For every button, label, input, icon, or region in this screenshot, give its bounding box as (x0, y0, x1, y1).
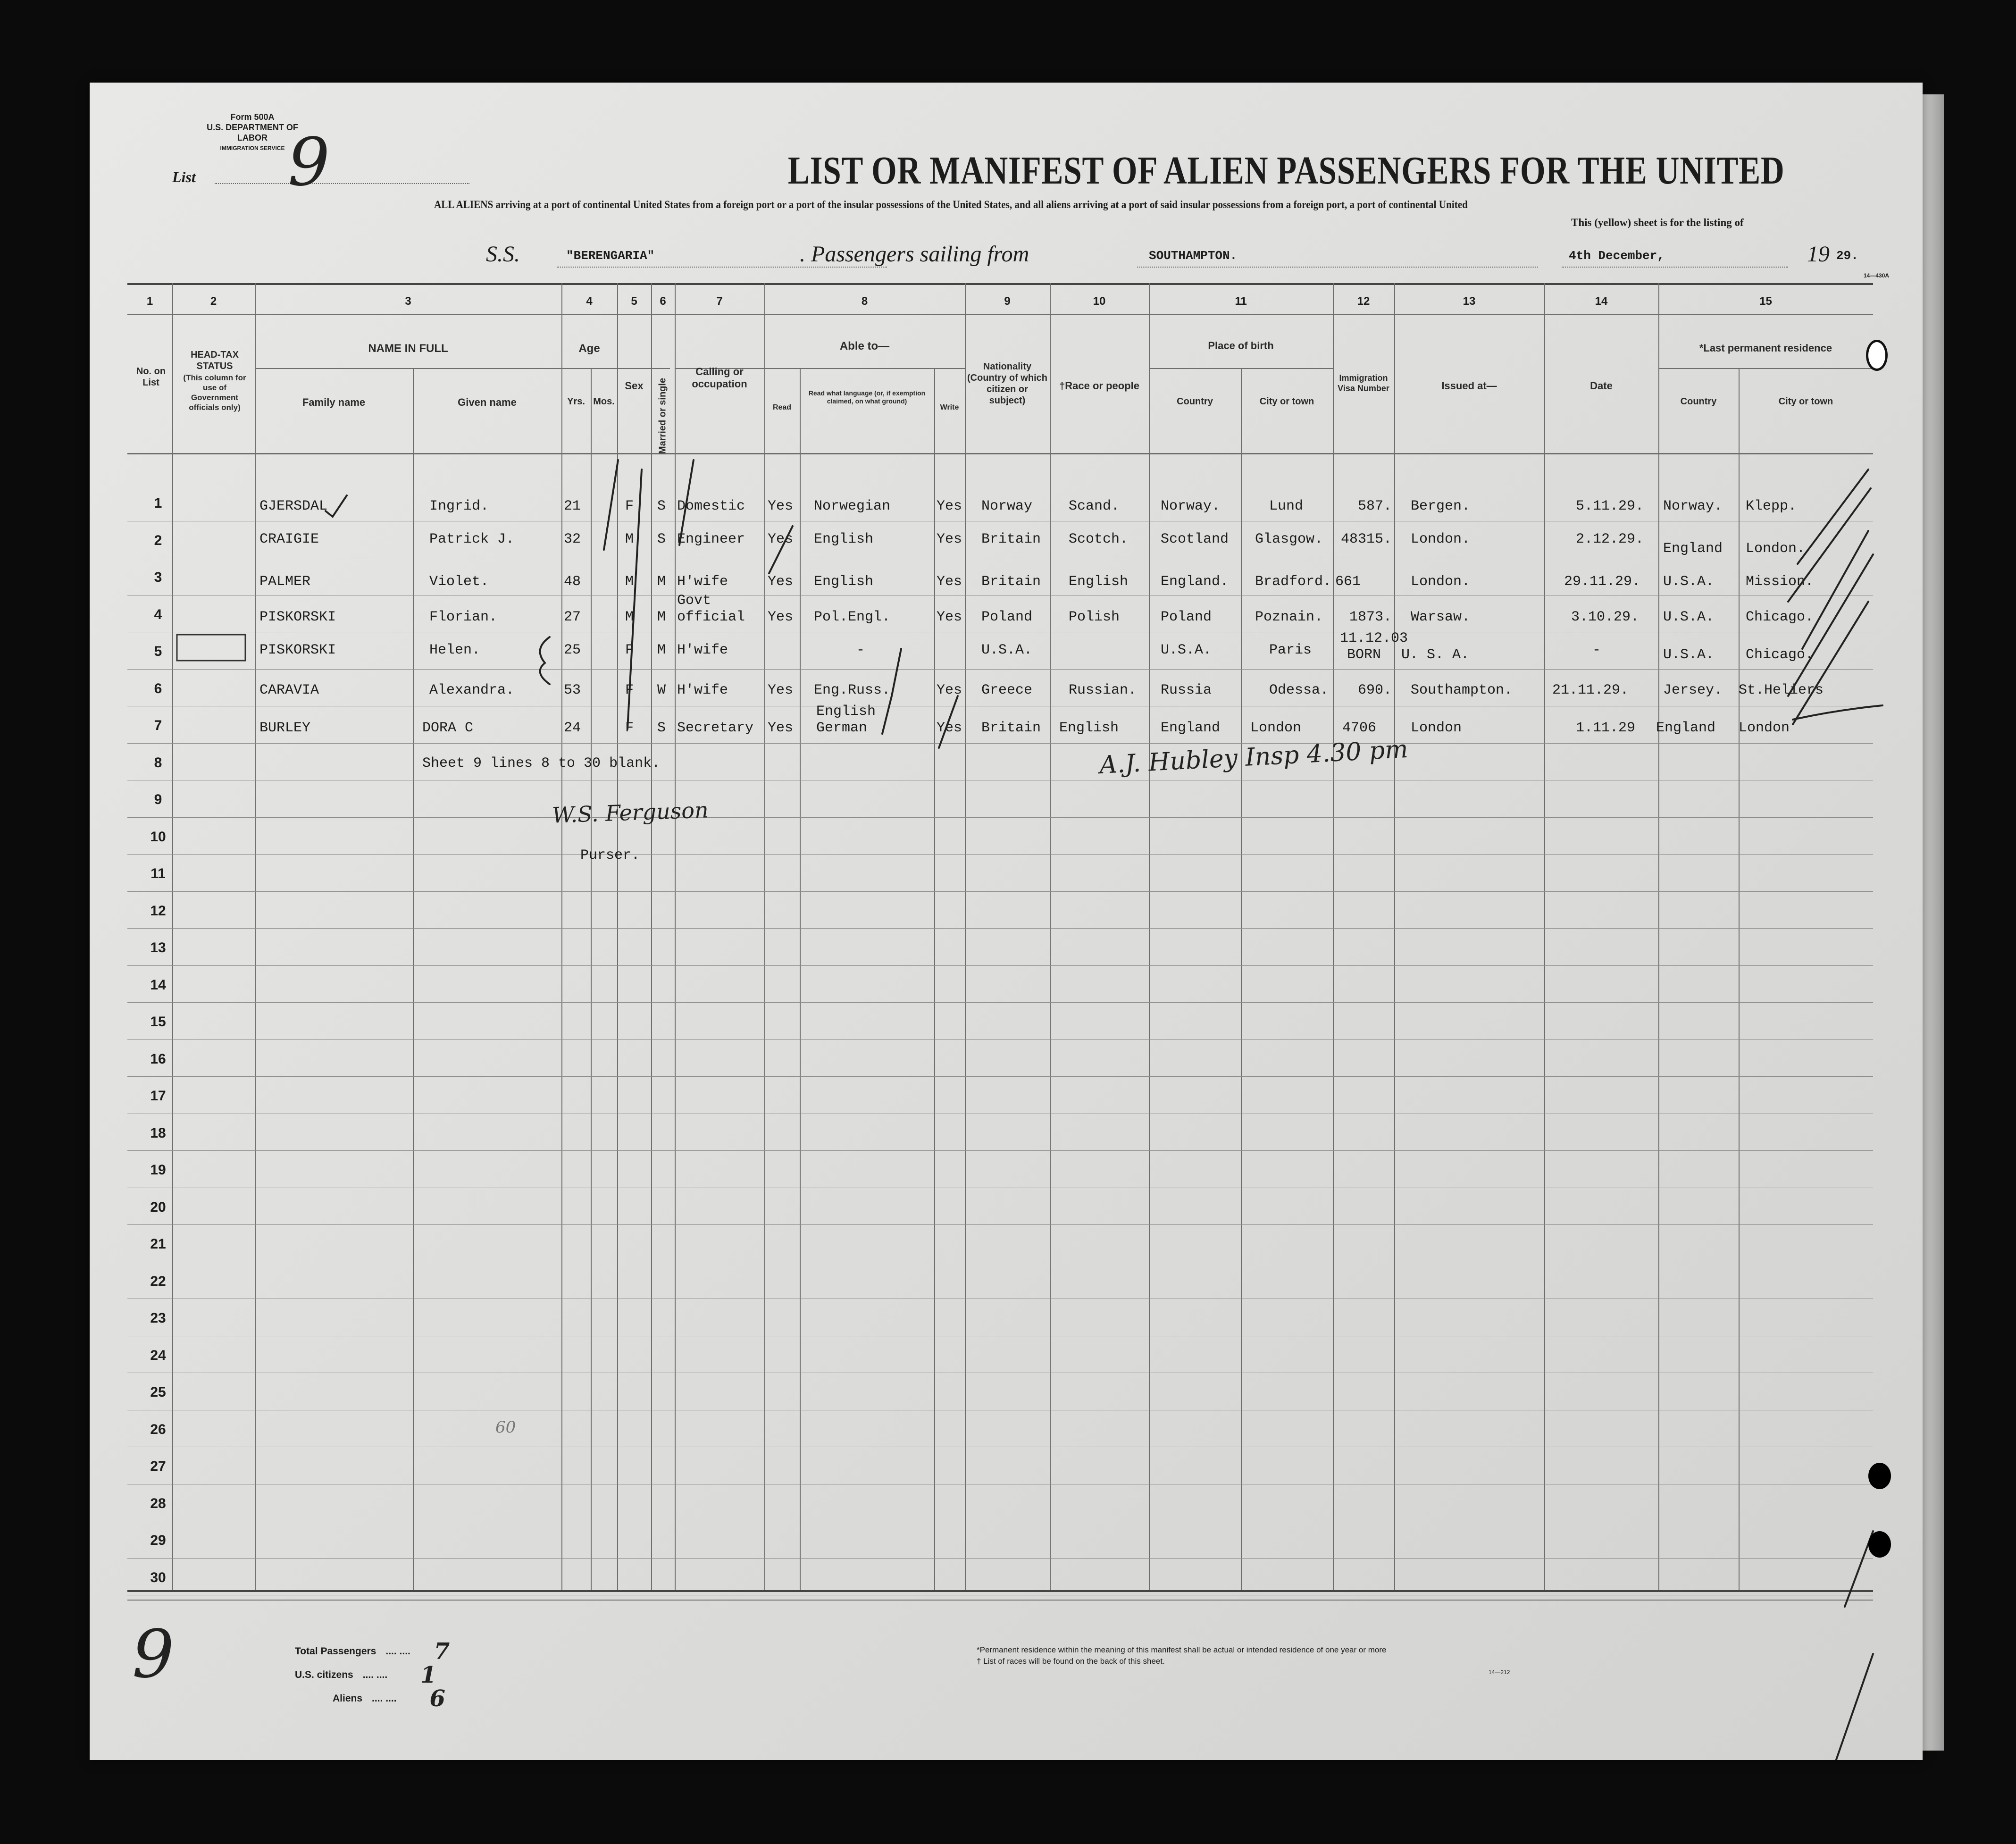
residence-city: Chicago. (1746, 647, 1814, 663)
given-name: Helen. (429, 642, 481, 658)
birth-date: 11.12.03 (1340, 630, 1408, 646)
given-name: Ingrid. (429, 498, 489, 514)
visa-number: BORN (1347, 647, 1381, 663)
residence-city: London. (1746, 541, 1806, 557)
citizens-value: 1 (420, 1662, 436, 1688)
row-number: 19 (150, 1162, 166, 1178)
row-number: 10 (150, 829, 166, 845)
birth-city: London (1250, 720, 1302, 736)
race: Russian. (1069, 682, 1137, 698)
footnotes (977, 1644, 1386, 1667)
head-tax-box (177, 635, 245, 661)
inspector-note: A.J. Hubley Insp 4.30 pm (1098, 735, 1409, 780)
row-number: 16 (150, 1051, 166, 1067)
birth-city: Poznain. (1255, 609, 1323, 625)
header-sex: Sex (625, 380, 644, 392)
nationality: Greece (981, 682, 1033, 698)
row-number: 30 (150, 1569, 166, 1585)
col-number: 12 (1357, 295, 1370, 308)
race: Scotch. (1069, 531, 1129, 547)
totals-block (295, 1640, 450, 1710)
footnote-races: † List of races will be found on the back of this sheet. (977, 1657, 1165, 1666)
race: Scand. (1069, 498, 1120, 514)
row-number: 20 (150, 1199, 166, 1215)
header-age-months: Mos. (593, 396, 615, 407)
read-language: Norwegian (814, 498, 891, 514)
visa-issued-at: London. (1411, 531, 1471, 547)
aliens-value: 6 (429, 1685, 445, 1712)
residence-city: London (1739, 720, 1790, 736)
col-number: 6 (660, 295, 666, 308)
header-issued-at: Issued at— (1441, 380, 1497, 392)
form-code: 14—430A (1864, 272, 1890, 279)
row-number: 28 (150, 1495, 166, 1511)
birth-city: Paris (1269, 642, 1312, 658)
list-number: 9 (288, 124, 330, 201)
sailing-date: 4th December, (1569, 249, 1665, 263)
visa-date: 2.12.29. (1576, 531, 1644, 547)
sex: F (625, 720, 634, 736)
race: English (1069, 574, 1129, 590)
header-no-on-list: No. on List (136, 366, 166, 388)
header-last-residence: *Last permanent residence (1699, 342, 1832, 354)
residence-country: Jersey. (1663, 682, 1723, 698)
occupation-prefix: Govt (677, 593, 711, 609)
given-name: Patrick J. (429, 531, 515, 547)
can-write: Yes (937, 574, 962, 590)
visa-number: 690. (1357, 682, 1392, 698)
visa-date: 5.11.29. (1576, 498, 1644, 514)
row-number: 4 (154, 606, 162, 622)
read-language: English (814, 574, 874, 590)
row-number: 11 (151, 866, 166, 881)
sex: M (625, 609, 634, 625)
col-number: 4 (586, 295, 593, 308)
col-number: 10 (1093, 295, 1106, 308)
birth-country: England. (1161, 574, 1229, 590)
row-number: 25 (150, 1384, 166, 1400)
race: English (1059, 720, 1119, 736)
footnote-code: 14—212 (1489, 1669, 1510, 1676)
visa-number: 4706 (1342, 720, 1377, 736)
row-number: 24 (150, 1347, 166, 1363)
row-number: 5 (154, 644, 162, 659)
read-language: English (814, 531, 874, 547)
residence-country: U.S.A. (1663, 574, 1715, 590)
marital-status: M (657, 609, 666, 625)
col-number: 2 (210, 295, 217, 308)
row-number: 26 (150, 1421, 166, 1437)
row-number: 15 (150, 1014, 166, 1030)
visa-date: 21.11.29. (1552, 682, 1629, 698)
col-number: 3 (405, 295, 411, 308)
binder-hole (1868, 1531, 1891, 1558)
sex: F (625, 642, 634, 658)
visa-issued-at: Bergen. (1411, 498, 1471, 514)
marital-status: S (657, 498, 666, 514)
visa-issued-at: London (1411, 720, 1462, 736)
header-head-tax-note: (This column for use of Government officials only) (183, 373, 246, 412)
ss-label: S.S. (486, 242, 520, 267)
occupation: Secretary (677, 720, 754, 736)
occupation: Domestic (677, 498, 745, 514)
occupation: official (677, 609, 745, 625)
row-number: 3 (154, 570, 162, 585)
birth-city: Odessa. (1269, 682, 1329, 698)
row-number: 21 (150, 1236, 166, 1252)
binder-hole (1866, 340, 1888, 371)
visa-issued-at: Warsaw. (1411, 609, 1471, 625)
can-read: Yes (768, 609, 794, 625)
nationality: Britain (981, 531, 1041, 547)
page-title: LIST OR MANIFEST OF ALIEN PASSENGERS FOR THE UNITED (788, 149, 1785, 193)
row-number: 2 (154, 532, 162, 548)
row-number: 8 (154, 754, 162, 771)
col-number: 13 (1463, 295, 1476, 308)
header-calling: Calling or occupation (692, 366, 747, 390)
header-nationality: Nationality (Country of which citizen or subject) (967, 361, 1047, 406)
blank-lines-note: Sheet 9 lines 8 to 30 blank. (422, 755, 661, 771)
col-number: 5 (631, 295, 637, 308)
residence-city: Klepp. (1746, 498, 1797, 514)
col-number: 8 (861, 295, 868, 308)
birth-country: Scotland (1161, 531, 1229, 547)
form-number: Form 500A (230, 112, 275, 122)
age-years: 32 (564, 531, 581, 547)
marital-status: S (657, 720, 666, 736)
read-language: Pol.Engl. (814, 609, 891, 625)
nationality: Britain (981, 720, 1041, 736)
visa-issued-at: Southampton. (1411, 682, 1513, 698)
col-number: 15 (1759, 295, 1772, 308)
year-prefix: 19 (1807, 242, 1830, 267)
family-name: PISKORSKI (259, 609, 336, 625)
header-write: Write (940, 403, 959, 411)
header-head-tax: HEAD-TAX STATUS (191, 350, 239, 371)
can-write: Yes (937, 720, 962, 736)
can-write: Yes (937, 609, 962, 625)
col-number: 11 (1235, 295, 1247, 308)
given-name: Violet. (429, 574, 489, 590)
marital-status: M (657, 574, 666, 590)
residence-city: Chicago. (1746, 609, 1814, 625)
given-name: Alexandra. (429, 682, 515, 698)
sex: F (625, 498, 634, 514)
nationality: U.S.A. (981, 642, 1033, 658)
read-language: - (856, 642, 865, 658)
age-years: 24 (564, 720, 581, 736)
marital-status: M (657, 642, 666, 658)
residence-country: U.S.A. (1663, 647, 1715, 663)
list-label: List (172, 168, 196, 185)
row-number: 1 (154, 495, 162, 511)
header-age: Age (578, 342, 600, 355)
handwritten-marks (90, 83, 1923, 1760)
marital-status: S (657, 531, 666, 547)
col-number: 9 (1004, 295, 1011, 308)
occupation: H'wife (677, 574, 728, 590)
row-number: 13 (150, 940, 166, 956)
header-residence-city: City or town (1778, 396, 1833, 407)
residence-country: England (1656, 720, 1716, 736)
residence-city: Mission. (1746, 574, 1814, 590)
header-name-in-full: NAME IN FULL (368, 342, 448, 355)
citizens-dots: .... .... (362, 1669, 388, 1680)
given-name: DORA C (422, 720, 474, 736)
read-language-2: English (816, 704, 876, 720)
nationality: Britain (981, 574, 1041, 590)
birth-city: Lund (1269, 498, 1304, 514)
subtitle-2: This (yellow) sheet is for the listing of (1571, 217, 1744, 228)
family-name: PISKORSKI (259, 642, 336, 658)
stamp-number: 60 (495, 1418, 516, 1437)
family-name: CARAVIA (259, 682, 319, 698)
row-number: 29 (150, 1533, 166, 1548)
subtitle: ALL ALIENS arriving at a port of continental United States from a foreign port or a port of the insular possessions of the United States, and all aliens arriving at a port of said insular possessions from a foreign port, a port of continental United (434, 199, 1468, 210)
occupation: H'wife (677, 642, 728, 658)
header-married: Married or single (657, 377, 668, 454)
header-age-years: Yrs. (567, 396, 585, 407)
sailing-label: . Passengers sailing from (800, 242, 1029, 267)
manifest-sheet (90, 83, 1923, 1760)
family-name: BURLEY (259, 720, 311, 736)
visa-issued-at: London. (1411, 574, 1471, 590)
row-number: 18 (150, 1125, 166, 1141)
family-name: CRAIGIE (259, 531, 319, 547)
birth-city: Bradford. (1255, 574, 1332, 590)
form-service: IMMIGRATION SERVICE (220, 145, 285, 151)
birth-city: Glasgow. (1255, 531, 1323, 547)
margin-list-number: 9 (132, 1616, 175, 1693)
year-suffix: 29. (1836, 249, 1858, 263)
visa-number: 1873. (1349, 609, 1392, 625)
residence-country: Norway. (1663, 498, 1723, 514)
header-visa-number: Immigration Visa Number (1338, 373, 1389, 393)
sex: M (625, 531, 634, 547)
race: Polish (1069, 609, 1120, 625)
read-language: Eng.Russ. (814, 682, 891, 698)
header-birth-city: City or town (1259, 396, 1314, 407)
visa-date: 3.10.29. (1571, 609, 1640, 625)
header-date: Date (1590, 380, 1613, 392)
row-number: 12 (150, 903, 166, 919)
sex: F (625, 682, 634, 698)
nationality: Norway (981, 498, 1033, 514)
row-number: 14 (150, 977, 166, 993)
header-able-to: Able to— (839, 340, 890, 352)
sheet-edge (1923, 94, 1944, 1751)
header-race: †Race or people (1059, 380, 1139, 392)
can-write: Yes (937, 498, 962, 514)
visa-number: 587. (1357, 498, 1392, 514)
residence-country: England (1663, 541, 1723, 557)
visa-number: 661 (1335, 574, 1361, 590)
header-residence-country: Country (1680, 396, 1717, 407)
col-number: 14 (1595, 295, 1608, 308)
departure-port: SOUTHAMPTON. (1149, 249, 1238, 263)
row-number: 23 (150, 1310, 166, 1326)
col-number: 7 (716, 295, 723, 308)
can-read: Yes (768, 720, 794, 736)
age-years: 53 (564, 682, 581, 698)
row-number: 9 (154, 792, 162, 807)
marital-status: W (657, 682, 666, 698)
aliens-label: Aliens (333, 1693, 363, 1704)
citizens-label: U.S. citizens (295, 1669, 353, 1680)
age-years: 21 (564, 498, 581, 514)
birth-country: Russia (1161, 682, 1212, 698)
can-read: Yes (768, 531, 794, 547)
sex: M (625, 574, 634, 590)
birth-country: Norway. (1161, 498, 1221, 514)
visa-date: - (1592, 642, 1601, 658)
header-given-name: Given name (458, 396, 517, 408)
birth-country: England (1161, 720, 1221, 736)
given-name: Florian. (429, 609, 498, 625)
ship-name: "BERENGARIA" (566, 249, 655, 263)
can-read: Yes (768, 682, 794, 698)
occupation: Engineer (677, 531, 745, 547)
read-language: German (816, 720, 868, 736)
can-read: Yes (768, 574, 794, 590)
family-name: PALMER (259, 574, 311, 590)
visa-number: 48315. (1340, 531, 1392, 547)
residence-city: St.Heliers (1739, 682, 1824, 698)
total-value: 7 (434, 1638, 450, 1665)
residence-country: U.S.A. (1663, 609, 1715, 625)
header-read-language: Read what language (or, if exemption claimed, on what ground) (808, 389, 926, 405)
header-place-of-birth: Place of birth (1208, 340, 1274, 352)
can-read: Yes (768, 498, 794, 514)
age-years: 27 (564, 609, 581, 625)
row-number: 27 (150, 1458, 166, 1474)
row-number: 22 (150, 1273, 166, 1289)
row-number: 17 (150, 1088, 166, 1104)
can-write: Yes (937, 682, 962, 698)
purser-signature: W.S. Ferguson (552, 797, 709, 828)
visa-date: 1.11.29 (1576, 720, 1636, 736)
col-number: 1 (146, 295, 153, 308)
header-birth-country: Country (1177, 396, 1213, 407)
header-read: Read (772, 403, 792, 411)
visa-issued-at: U. S. A. (1401, 647, 1470, 663)
age-years: 25 (564, 642, 581, 658)
aliens-dots: .... .... (372, 1693, 397, 1704)
nationality: Poland (981, 609, 1033, 625)
row-number: 7 (154, 718, 162, 733)
total-dots: .... .... (385, 1646, 410, 1657)
occupation: H'wife (677, 682, 728, 698)
binder-hole (1868, 1463, 1891, 1489)
form-department: U.S. DEPARTMENT OF LABOR (207, 123, 298, 142)
can-write: Yes (937, 531, 962, 547)
footnote-residence: *Permanent residence within the meaning of this manifest shall be actual or intended residence of one year or more (977, 1645, 1387, 1654)
family-name: GJERSDAL (259, 498, 328, 514)
birth-country: Poland (1161, 609, 1212, 625)
purser-label: Purser. (580, 847, 640, 863)
visa-date: 29.11.29. (1564, 574, 1641, 590)
age-years: 48 (564, 574, 581, 590)
birth-country: U.S.A. (1161, 642, 1212, 658)
total-label: Total Passengers (295, 1646, 376, 1657)
row-number: 6 (154, 680, 162, 696)
header-family-name: Family name (302, 396, 366, 408)
